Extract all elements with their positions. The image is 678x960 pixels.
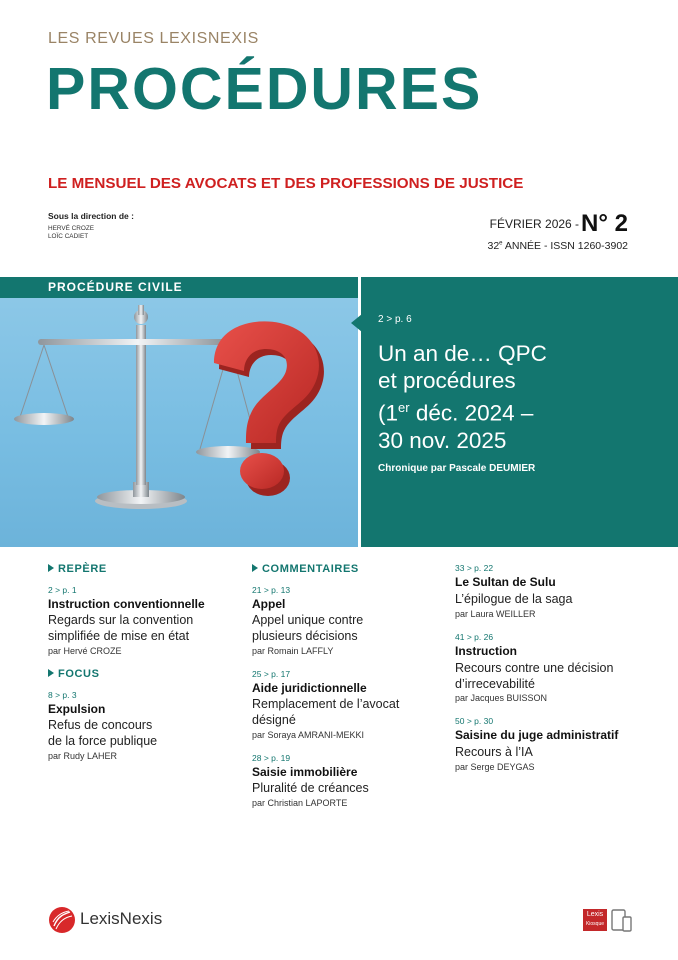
section-heading-focus [48,668,100,680]
year-number: 32 [487,240,500,252]
article-subtitle: plusieurs décisions [252,629,358,643]
article-subtitle: Appel unique contre [252,613,364,627]
article-reference: 41 > p. 26 [455,632,494,642]
section-heading-commentaires [252,563,359,575]
scale-column-icon [136,325,146,485]
direction-label: Sous la direction de : [48,211,134,221]
devices-icon [611,909,633,933]
article-title: Appel [252,597,286,611]
issue-meta [487,240,628,252]
article-subtitle: Remplacement de l’avocat [252,697,400,711]
year-suffix: e [499,240,503,247]
article-subtitle: L’épilogue de la saga [455,592,573,606]
issue-number: N° 2 [581,210,628,237]
article-author: par Hervé CROZE [48,646,122,656]
article-subtitle: désigné [252,713,296,727]
article-reference: 25 > p. 17 [252,669,291,679]
hero-image [0,277,358,547]
headline-line [378,394,628,427]
article-subtitle: Recours contre une décision [455,661,614,675]
section-heading-label: FOCUS [58,668,100,680]
article-reference: 33 > p. 22 [455,563,494,573]
feature-reference: 2 > p. 6 [378,314,412,325]
article-reference: 28 > p. 19 [252,753,291,763]
article-title: Le Sultan de Sulu [455,575,556,589]
headline-line: et procédures [378,368,516,393]
badge-line: Lexis [586,911,604,918]
article-reference: 8 > p. 3 [48,690,77,700]
article-reference: 21 > p. 13 [252,585,291,595]
brand-name: LexisNexis [80,909,163,928]
article-author: par Soraya AMRANI-MEKKI [252,730,365,740]
tagline: LE MENSUEL DES AVOCATS ET DES PROFESSIONS DE JUSTICE [48,175,524,192]
article-title: Saisie immobilière [252,765,358,779]
director-name: LOÏC CADIET [48,233,89,240]
article-subtitle: Regards sur la convention [48,613,194,627]
question-mark-icon [214,321,324,496]
headline-part: déc. 2024 – [409,400,534,426]
director-name: HERVÉ CROZE [48,225,95,232]
article-author: par Rudy LAHER [48,751,118,761]
article-author: par Jacques BUISSON [455,693,548,703]
article-author: par Christian LAPORTE [252,798,348,808]
issue-month: FÉVRIER 2026 - [489,217,580,231]
feature-byline: Chronique par Pascale DEUMIER [378,463,536,474]
section-label: PROCÉDURE CIVILE [48,280,183,294]
section-heading-label: REPÈRE [58,563,107,575]
series-name: LES REVUES LEXISNEXIS [48,30,259,47]
article-title: Aide juridictionnelle [252,681,367,695]
article-subtitle: Refus de concours [48,718,153,732]
scales-and-question-mark-illustration [0,277,358,547]
article-title: Instruction [455,644,517,658]
section-heading-label: COMMENTAIRES [262,563,359,575]
headline-sup: er [398,400,410,415]
triangle-bullet-icon [48,669,54,677]
headline-line: 30 nov. 2025 [378,427,507,453]
feature-headline [378,340,628,454]
article-reference: 50 > p. 30 [455,716,494,726]
triangle-bullet-icon [252,564,258,572]
article-author: par Laura WEILLER [455,609,536,619]
left-pan-icon [14,413,74,425]
badge-line: Kiosque [585,921,605,927]
article-subtitle: de la force publique [48,734,158,748]
article-subtitle: simplifiée de mise en état [48,629,190,643]
section-banner [0,277,358,298]
article-author: par Serge DEYGAS [455,762,535,772]
lexisnexis-logo-icon [48,906,76,934]
issue-date [490,210,628,238]
kiosque-badge [583,909,607,931]
issn-text: ANNÉE - ISSN 1260-3902 [502,240,628,252]
panel-pointer [351,314,362,332]
article-subtitle: Recours à l’IA [455,745,533,759]
masthead-title: PROCÉDURES [46,56,483,122]
article-title: Instruction conventionnelle [48,597,205,611]
article-subtitle: Pluralité de créances [252,781,369,795]
article-title: Expulsion [48,702,106,716]
smartphone-icon [623,917,631,931]
article-reference: 2 > p. 1 [48,585,77,595]
section-heading-repere [48,563,107,575]
article-author: par Romain LAFFLY [252,646,334,656]
headline-part: (1 [378,400,399,426]
article-title: Saisine du juge administratif [455,728,619,742]
article-subtitle: d’irrecevabilité [455,677,535,691]
headline-line: Un an de… QPC [378,341,547,366]
scale-beam-icon [38,339,238,345]
triangle-bullet-icon [48,564,54,572]
